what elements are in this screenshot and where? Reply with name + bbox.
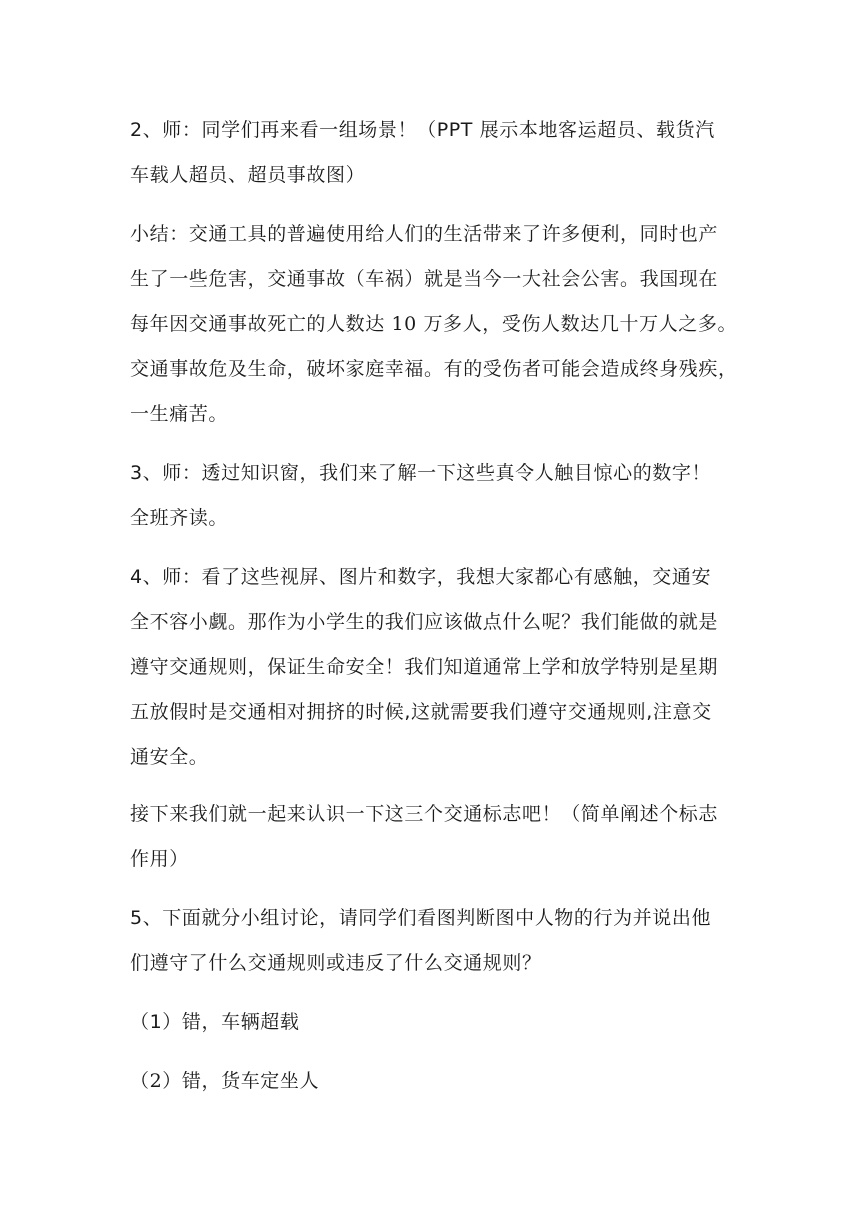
text-line: 五放假时是交通相对拥挤的时候,这就需要我们遵守交通规则,注意交: [130, 701, 712, 723]
text-line: （1）错，车辆超载: [130, 1011, 300, 1033]
paragraph-summary: [130, 212, 738, 437]
text-line: 3、师：透过知识窗，我们来了解一下这些真令人触目惊心的数字！: [130, 462, 712, 484]
answer-item-1: [130, 1000, 730, 1045]
text-line: 一生痛苦。: [130, 403, 229, 425]
text-line: 全班齐读。: [130, 507, 229, 529]
text-line: 小结：交通工具的普遍使用给人们的生活带来了许多便利，同时也产: [130, 223, 719, 245]
text-line: 5、下面就分小组讨论，请同学们看图判断图中人物的行为并说出他: [130, 907, 712, 929]
text-line: 遵守交通规则，保证生命安全！我们知道通常上学和放学特别是星期: [130, 656, 719, 678]
text-line: 全不容小觑。那作为小学生的我们应该做点什么呢？我们能做的就是: [130, 611, 719, 633]
text-line: 们遵守了什么交通规则或违反了什么交通规则？: [130, 952, 542, 974]
text-line: （2）错，货车定坐人: [130, 1070, 320, 1092]
paragraph-4-teacher-reflection: [130, 555, 730, 780]
text-line: 2、师：同学们再来看一组场景！（PPT 展示本地客运超员、载货汽: [130, 119, 715, 141]
text-line: 车载人超员、超员事故图）: [130, 164, 366, 186]
text-line: 通安全。: [130, 746, 209, 768]
text-line: 生了一些危害，交通事故（车祸）就是当今一大社会公害。我国现在: [130, 268, 719, 290]
paragraph-5-group-discussion: [130, 896, 730, 986]
text-line: 作用）: [130, 848, 189, 870]
text-line: 交通事故危及生命，破坏家庭幸福。有的受伤者可能会造成终身残疾，: [130, 358, 738, 380]
text-line: 每年因交通事故死亡的人数达 10 万多人，受伤人数达几十万人之多。: [130, 313, 738, 335]
text-line: 4、师：看了这些视屏、图片和数字，我想大家都心有感触，交通安: [130, 566, 712, 588]
paragraph-traffic-signs: [130, 792, 730, 882]
paragraph-2-teacher-scene: [130, 108, 730, 198]
text-line: 接下来我们就一起来认识一下这三个交通标志吧！（简单阐述个标志: [130, 803, 719, 825]
paragraph-3-knowledge-window: [130, 451, 730, 541]
document-body: [130, 108, 738, 1104]
answer-item-2: [130, 1059, 730, 1104]
